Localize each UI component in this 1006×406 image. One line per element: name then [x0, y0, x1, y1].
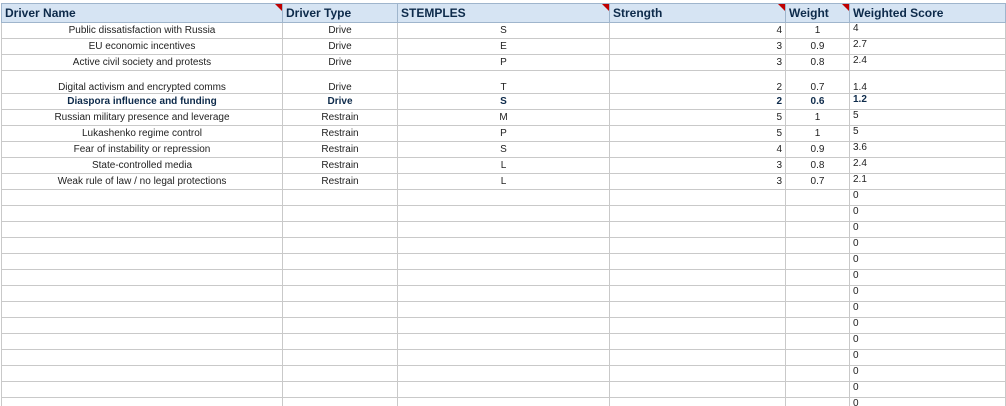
cell-weighted-score[interactable]: 0 — [850, 318, 1006, 334]
cell-strength[interactable] — [610, 318, 786, 334]
header-weight[interactable]: Weight — [786, 4, 850, 23]
cell-strength[interactable] — [610, 254, 786, 270]
cell-driver-name[interactable] — [2, 334, 283, 350]
cell-weight[interactable]: 1 — [786, 23, 850, 39]
cell-weight[interactable]: 0.6 — [786, 94, 850, 110]
cell-weight[interactable] — [786, 350, 850, 366]
cell-weighted-score[interactable]: 0 — [850, 302, 1006, 318]
header-driver-type[interactable]: Driver Type — [283, 4, 398, 23]
cell-strength[interactable] — [610, 398, 786, 406]
table-row — [2, 334, 1006, 350]
cell-strength[interactable] — [610, 334, 786, 350]
cell-strength[interactable]: 2 — [610, 71, 786, 94]
cell-weighted-score[interactable]: 0 — [850, 238, 1006, 254]
cell-weighted-score[interactable]: 0 — [850, 350, 1006, 366]
cell-weight[interactable]: 0.9 — [786, 39, 850, 55]
cell-driver-type[interactable]: Drive — [283, 39, 398, 55]
header-row — [2, 4, 1006, 23]
cell-weighted-score[interactable]: 0 — [850, 206, 1006, 222]
cell-driver-type[interactable]: Restrain — [283, 174, 398, 190]
table-row — [2, 94, 1006, 110]
cell-driver-name[interactable] — [2, 382, 283, 398]
cell-strength[interactable] — [610, 206, 786, 222]
cell-strength[interactable] — [610, 286, 786, 302]
cell-strength[interactable]: 3 — [610, 55, 786, 71]
cell-driver-name[interactable] — [2, 350, 283, 366]
cell-weight[interactable] — [786, 238, 850, 254]
table-row — [2, 39, 1006, 55]
cell-driver-name[interactable]: Lukashenko regime control — [2, 126, 283, 142]
cell-stemples[interactable] — [398, 206, 610, 222]
cell-driver-type[interactable] — [283, 382, 398, 398]
cell-weight[interactable]: 1 — [786, 110, 850, 126]
cell-weight[interactable]: 0.7 — [786, 71, 850, 94]
cell-driver-type[interactable] — [283, 238, 398, 254]
table-row — [2, 398, 1006, 406]
cell-driver-type[interactable] — [283, 398, 398, 406]
cell-weight[interactable]: 1 — [786, 126, 850, 142]
table-row — [2, 366, 1006, 382]
cell-strength[interactable]: 4 — [610, 142, 786, 158]
cell-stemples[interactable]: L — [398, 174, 610, 190]
cell-stemples[interactable]: S — [398, 94, 610, 110]
cell-strength[interactable]: 3 — [610, 158, 786, 174]
cell-driver-type[interactable]: Drive — [283, 55, 398, 71]
cell-weighted-score[interactable]: 2.7 — [850, 39, 1006, 55]
cell-driver-type[interactable] — [283, 222, 398, 238]
cell-driver-name[interactable] — [2, 222, 283, 238]
cell-weight[interactable] — [786, 318, 850, 334]
cell-driver-type[interactable] — [283, 366, 398, 382]
cell-strength[interactable] — [610, 366, 786, 382]
cell-weighted-score[interactable]: 0 — [850, 382, 1006, 398]
cell-weighted-score[interactable]: 5 — [850, 126, 1006, 142]
cell-weight[interactable] — [786, 270, 850, 286]
cell-stemples[interactable] — [398, 350, 610, 366]
cell-driver-name[interactable]: Digital activism and encrypted comms — [2, 71, 283, 94]
cell-driver-type[interactable] — [283, 350, 398, 366]
cell-weight[interactable]: 0.7 — [786, 174, 850, 190]
cell-weight[interactable] — [786, 398, 850, 406]
cell-weighted-score[interactable]: 2.4 — [850, 158, 1006, 174]
cell-strength[interactable]: 3 — [610, 174, 786, 190]
cell-driver-name[interactable] — [2, 270, 283, 286]
cell-stemples[interactable] — [398, 286, 610, 302]
cell-strength[interactable] — [610, 302, 786, 318]
table-row — [2, 382, 1006, 398]
cell-driver-type[interactable] — [283, 302, 398, 318]
cell-driver-name[interactable]: Active civil society and protests — [2, 55, 283, 71]
cell-driver-name[interactable]: Fear of instability or repression — [2, 142, 283, 158]
cell-strength[interactable]: 5 — [610, 126, 786, 142]
cell-stemples[interactable] — [398, 238, 610, 254]
table-row — [2, 286, 1006, 302]
cell-driver-name[interactable]: EU economic incentives — [2, 39, 283, 55]
cell-weighted-score[interactable]: 1.4 — [850, 71, 1006, 94]
cell-weight[interactable] — [786, 366, 850, 382]
cell-strength[interactable]: 5 — [610, 110, 786, 126]
cell-driver-name[interactable] — [2, 286, 283, 302]
cell-weight[interactable] — [786, 286, 850, 302]
cell-weight[interactable] — [786, 206, 850, 222]
cell-stemples[interactable]: P — [398, 126, 610, 142]
cell-driver-name[interactable]: State-controlled media — [2, 158, 283, 174]
cell-driver-name[interactable]: Weak rule of law / no legal protections — [2, 174, 283, 190]
table-row — [2, 206, 1006, 222]
cell-weighted-score[interactable]: 0 — [850, 190, 1006, 206]
cell-stemples[interactable] — [398, 302, 610, 318]
cell-driver-name[interactable]: Public dissatisfaction with Russia — [2, 23, 283, 39]
cell-weighted-score[interactable]: 4 — [850, 23, 1006, 39]
table-row — [2, 318, 1006, 334]
cell-stemples[interactable]: T — [398, 71, 610, 94]
cell-driver-type[interactable]: Restrain — [283, 158, 398, 174]
cell-weighted-score[interactable]: 2.1 — [850, 174, 1006, 190]
cell-stemples[interactable]: S — [398, 142, 610, 158]
cell-weighted-score[interactable]: 0 — [850, 366, 1006, 382]
table-row — [2, 158, 1006, 174]
cell-weighted-score[interactable]: 0 — [850, 398, 1006, 406]
cell-strength[interactable] — [610, 270, 786, 286]
cell-weight[interactable]: 0.9 — [786, 142, 850, 158]
table-row — [2, 71, 1006, 94]
cell-stemples[interactable] — [398, 398, 610, 406]
table-row — [2, 238, 1006, 254]
cell-weighted-score[interactable]: 5 — [850, 110, 1006, 126]
cell-weight[interactable] — [786, 334, 850, 350]
table-row — [2, 142, 1006, 158]
cell-driver-type[interactable] — [283, 206, 398, 222]
cell-driver-name[interactable] — [2, 206, 283, 222]
table-row — [2, 270, 1006, 286]
cell-stemples[interactable] — [398, 382, 610, 398]
cell-driver-type[interactable] — [283, 286, 398, 302]
cell-driver-name[interactable]: Diaspora influence and funding — [2, 94, 283, 110]
cell-strength[interactable] — [610, 350, 786, 366]
cell-weighted-score[interactable]: 0 — [850, 222, 1006, 238]
table-row — [2, 23, 1006, 39]
cell-stemples[interactable]: M — [398, 110, 610, 126]
cell-stemples[interactable] — [398, 334, 610, 350]
cell-driver-name[interactable]: Russian military presence and leverage — [2, 110, 283, 126]
cell-driver-type[interactable] — [283, 190, 398, 206]
header-strength[interactable]: Strength — [610, 4, 786, 23]
cell-stemples[interactable] — [398, 318, 610, 334]
cell-strength[interactable] — [610, 190, 786, 206]
cell-driver-type[interactable]: Restrain — [283, 142, 398, 158]
cell-driver-type[interactable] — [283, 254, 398, 270]
cell-weight[interactable] — [786, 222, 850, 238]
table-row — [2, 254, 1006, 270]
cell-driver-name[interactable] — [2, 190, 283, 206]
cell-driver-type[interactable] — [283, 334, 398, 350]
table-row — [2, 110, 1006, 126]
table-row — [2, 222, 1006, 238]
cell-driver-name[interactable] — [2, 398, 283, 406]
cell-driver-name[interactable] — [2, 254, 283, 270]
cell-weighted-score[interactable]: 0 — [850, 254, 1006, 270]
cell-stemples[interactable]: L — [398, 158, 610, 174]
cell-driver-name[interactable] — [2, 366, 283, 382]
table-row — [2, 190, 1006, 206]
cell-stemples[interactable]: P — [398, 55, 610, 71]
table-row — [2, 126, 1006, 142]
cell-weight[interactable] — [786, 302, 850, 318]
cell-weighted-score[interactable]: 2.4 — [850, 55, 1006, 71]
cell-driver-type[interactable]: Drive — [283, 71, 398, 94]
cell-driver-name[interactable] — [2, 302, 283, 318]
cell-weighted-score[interactable]: 0 — [850, 334, 1006, 350]
cell-driver-name[interactable] — [2, 318, 283, 334]
cell-strength[interactable] — [610, 222, 786, 238]
cell-weight[interactable]: 0.8 — [786, 55, 850, 71]
cell-stemples[interactable]: S — [398, 23, 610, 39]
cell-weight[interactable] — [786, 382, 850, 398]
table-body — [2, 23, 1006, 406]
cell-driver-type[interactable]: Drive — [283, 23, 398, 39]
cell-strength[interactable]: 3 — [610, 39, 786, 55]
cell-driver-name[interactable] — [2, 238, 283, 254]
cell-weighted-score[interactable]: 1.2 — [850, 94, 1006, 110]
cell-weighted-score[interactable]: 0 — [850, 286, 1006, 302]
cell-weight[interactable] — [786, 190, 850, 206]
cell-strength[interactable] — [610, 382, 786, 398]
cell-stemples[interactable] — [398, 254, 610, 270]
table-row — [2, 302, 1006, 318]
table-row — [2, 55, 1006, 71]
header-weighted-score[interactable]: Weighted Score — [850, 4, 1006, 23]
cell-stemples[interactable] — [398, 190, 610, 206]
cell-weight[interactable]: 0.8 — [786, 158, 850, 174]
header-driver-name[interactable]: Driver Name — [2, 4, 283, 23]
cell-driver-type[interactable] — [283, 270, 398, 286]
cell-driver-type[interactable]: Restrain — [283, 110, 398, 126]
cell-weight[interactable] — [786, 254, 850, 270]
cell-driver-type[interactable]: Restrain — [283, 126, 398, 142]
cell-strength[interactable]: 2 — [610, 94, 786, 110]
table-row — [2, 350, 1006, 366]
cell-stemples[interactable] — [398, 270, 610, 286]
table-row — [2, 174, 1006, 190]
cell-driver-type[interactable] — [283, 318, 398, 334]
cell-stemples[interactable] — [398, 222, 610, 238]
cell-weighted-score[interactable]: 3.6 — [850, 142, 1006, 158]
header-stemples[interactable]: STEMPLES — [398, 4, 610, 23]
cell-stemples[interactable]: E — [398, 39, 610, 55]
cell-stemples[interactable] — [398, 366, 610, 382]
driver-table — [1, 3, 1006, 406]
cell-strength[interactable] — [610, 238, 786, 254]
cell-weighted-score[interactable]: 0 — [850, 270, 1006, 286]
cell-strength[interactable]: 4 — [610, 23, 786, 39]
cell-driver-type[interactable]: Drive — [283, 94, 398, 110]
